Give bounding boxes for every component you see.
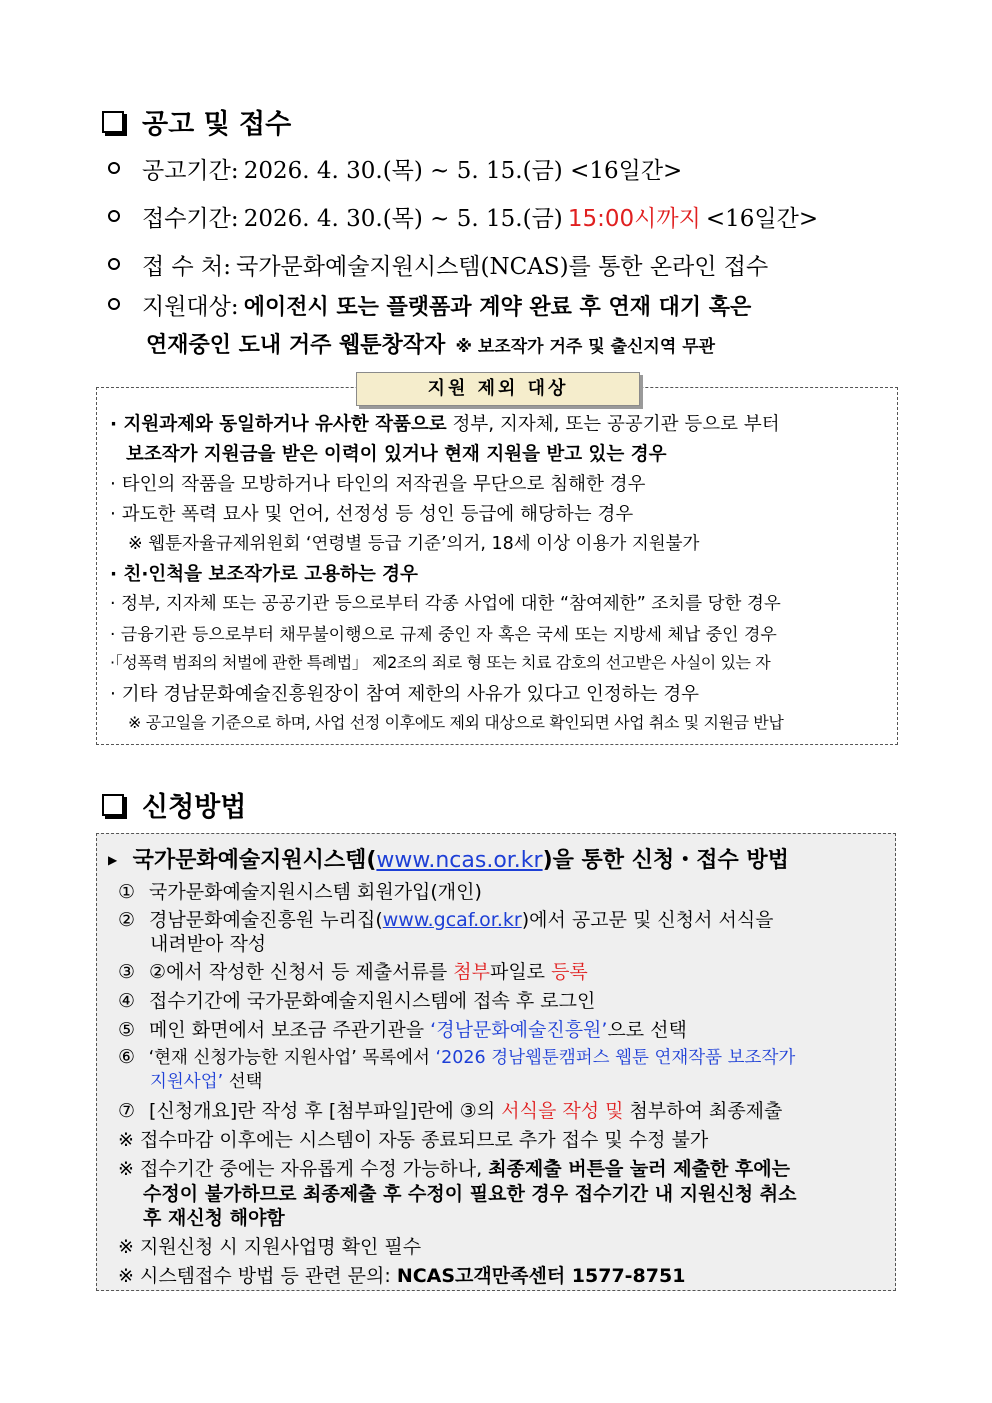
note-4-a: ※ 시스템접수 방법 등 관련 문의: [118,1265,397,1287]
receipt-days: <16일간> [705,206,819,232]
exclusion-line-4: · 과도한 폭력 묘사 및 언어, 선정성 등 성인 등급에 해당하는 경우 [110,504,634,525]
note-2 [118,1154,790,1181]
note-2-cont: 수정이 불가하므로 최종제출 후 수정이 필요한 경우 접수기간 내 지원신청 취소 [143,1183,797,1205]
triangle-bullet-icon: ▶ [108,853,118,867]
exclusion-line-11: ※ 공고일을 기준으로 하며, 사업 선정 이후에도 제외 대상으로 확인되면 사업 취소 및 지원금 반납 [128,713,784,732]
step-7 [118,1096,782,1123]
exclusion-line-6: · 친·인척을 보조작가로 고용하는 경우 [110,564,418,585]
apply-heading [108,843,789,874]
place-label: 접 수 처: [142,254,232,280]
apply-heading-b: )을 통한 신청・접수 방법 [542,848,789,873]
step-text-b: 선택 [223,1072,263,1092]
step-text: 접수기간에 국가문화예술지원시스템에 접속 후 로그인 [149,990,596,1012]
section-title: 공고 및 접수 [142,109,292,140]
step-1 [118,877,482,904]
apply-heading-a: 국가문화예술지원시스템( [132,848,377,873]
target-row [108,288,751,321]
step-text-b: 으로 선택 [607,1019,687,1041]
exclusion-line-1-bold: · 지원과제와 동일하거나 유사한 작품으로 [110,414,447,435]
exclusion-line-5: ※ 웹툰자율규제위원회 ‘연령별 등급 기준’의거, 18세 이상 이용가 지원불가 [128,534,700,554]
step-6-cont [150,1068,263,1093]
exclusion-line-7: · 정부, 지자체 또는 공공기관 등으로부터 각종 사업에 대한 “참여제한” 조치를 당한 경우 [110,594,781,614]
step-2 [118,905,774,932]
step-red-2: 등록 [551,961,588,983]
step-text-b: )에서 공고문 및 신청서 서식을 [521,909,774,931]
step-number: ⑤ [118,1019,136,1041]
step-blue-2: 지원사업’ [150,1072,224,1092]
contact-number: NCAS고객만족센터 1577-8751 [396,1265,686,1287]
exclusion-line-10: · 기타 경남문화예술진흥원장이 참여 제한의 사유가 있다고 인정하는 경우 [110,684,700,705]
note-2-cont-2: 후 재신청 해야함 [143,1207,285,1229]
step-text: ‘현재 신청가능한 지원사업’ 목록에서 [148,1048,436,1068]
step-red: 서식을 작성 및 [501,1100,624,1122]
period-value: 2026. 4. 30.(목) ~ 5. 15.(금) <16일간> [243,158,683,184]
step-number: ⑥ [118,1046,136,1068]
exclusion-line-3: · 타인의 작품을 모방하거나 타인의 저작권을 무단으로 침해한 경우 [110,474,646,495]
step-number: ⑦ [118,1100,136,1122]
section-title: 신청방법 [142,792,247,823]
target-note: ※ 보조작가 거주 및 출신지역 무관 [455,337,716,357]
note-1: ※ 접수마감 이후에는 시스템이 자동 종료되므로 추가 접수 및 수정 불가 [118,1129,709,1151]
step-blue: ‘경남문화예술진흥원’ [430,1019,608,1041]
step-2-cont: 내려받아 작성 [150,933,267,955]
step-text: 경남문화예술진흥원 누리집( [149,909,383,931]
circle-bullet-icon [108,298,120,310]
note-3: ※ 지원신청 시 지원사업명 확인 필수 [118,1236,422,1258]
exclusion-line-1-rest: 정부, 지자체, 또는 공공기관 등으로 부터 [446,414,780,435]
step-number: ④ [118,990,136,1012]
step-number: ③ [118,961,136,983]
circle-bullet-icon [108,210,120,222]
step-3 [118,957,588,984]
target-line-1: 에이전시 또는 플랫폼과 계약 완료 후 연재 대기 혹은 [243,294,752,320]
step-5 [118,1015,687,1042]
step-number: ① [118,881,136,903]
target-label: 지원대상: [142,294,239,320]
section-announcement-header [102,102,291,141]
target-line-2: 연재중인 도내 거주 웹툰창작자 [146,332,446,358]
step-text: [신청개요]란 작성 후 [첨부파일]란에 ③의 [149,1100,502,1122]
circle-bullet-icon [108,258,120,270]
step-6 [118,1044,795,1069]
receipt-place-row [108,248,768,281]
ncas-link[interactable]: www.ncas.or.kr [376,848,543,873]
gcaf-link[interactable]: www.gcaf.or.kr [382,909,522,931]
period-label: 공고기간: [142,158,239,184]
checkbox-square-icon [102,111,124,133]
step-4 [118,986,595,1013]
note-4 [118,1261,685,1288]
step-red-1: 첨부 [453,961,490,983]
announcement-period-row [108,152,682,185]
place-value: 국가문화예술지원시스템(NCAS)를 통한 온라인 접수 [236,254,769,280]
exclusion-line-8: · 금융기관 등으로부터 채무불이행으로 규제 중인 자 혹은 국세 또는 지방세 체납 중인 경우 [110,625,777,645]
exclusion-line-9: ·「성폭력 범죄의 처벌에 관한 특례법」 제2조의 죄로 형 또는 치료 감호의 선고받은 사실이 있는 자 [110,653,771,672]
step-text: ②에서 작성한 신청서 등 제출서류를 [149,961,454,983]
checkbox-square-icon [102,794,124,816]
exclusion-title-tag: 지원 제외 대상 [356,372,640,406]
receipt-period-row [108,200,818,233]
step-text-b: 첨부하여 최종제출 [623,1100,783,1122]
circle-bullet-icon [108,162,120,174]
step-text: 국가문화예술지원시스템 회원가입(개인) [149,881,482,903]
section-apply-header [102,785,246,824]
step-text-b: 파일로 [489,961,552,983]
step-blue-1: ‘2026 경남웹툰캠퍼스 웹툰 연재작품 보조작가 [435,1048,796,1068]
step-number: ② [118,909,136,931]
exclusion-line-2: 보조작가 지원금을 받은 이력이 있거나 현재 지원을 받고 있는 경우 [126,444,667,465]
exclusion-line-1 [110,410,780,436]
receipt-label: 접수기간: [142,206,239,232]
receipt-deadline: 15:00시까지 [567,206,701,232]
note-2-bold: 최종제출 버튼을 눌러 제출한 후에는 [488,1158,790,1180]
note-2-a: ※ 접수기간 중에는 자유롭게 수정 가능하나, [118,1158,489,1180]
step-text: 메인 화면에서 보조금 주관기관을 [149,1019,431,1041]
target-row-2 [146,328,715,359]
receipt-value: 2026. 4. 30.(목) ~ 5. 15.(금) [243,206,563,232]
